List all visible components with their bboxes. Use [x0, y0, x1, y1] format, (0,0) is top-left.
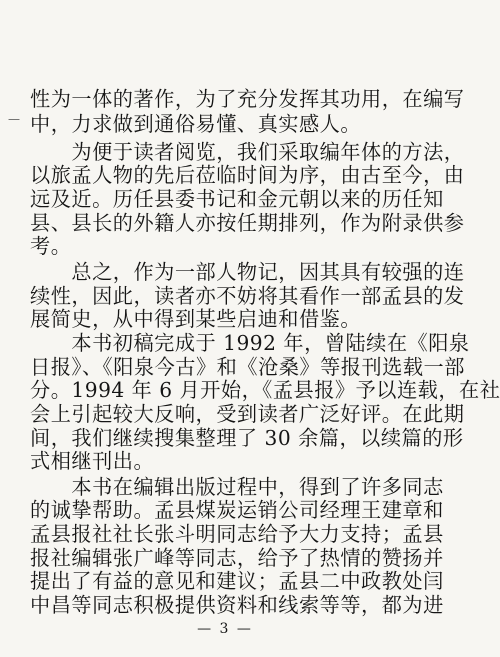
- text-line: 总之，作为一部人物记，因其具有较强的连: [30, 260, 465, 284]
- text-line: 本书在编辑出版过程中，得到了许多同志: [30, 475, 444, 499]
- text-line: 的诚挚帮助。孟县煤炭运销公司经理王建章和: [30, 498, 444, 522]
- text-line: 式相继刊出。: [30, 449, 155, 473]
- text-line: 本书初稿完成于 1992 年，曾陆续在《阳泉: [30, 331, 470, 355]
- text-line: 提出了有益的意见和建议；孟县二中政教处闫: [30, 569, 444, 593]
- text-line: 为便于读者阅览，我们采取编年体的方法，: [30, 140, 465, 164]
- text-line: 会上引起较大反响，受到读者广泛好评。在此期: [30, 402, 465, 426]
- text-line: 日报》、《阳泉今古》和《沧桑》等报刊选载一部: [30, 355, 465, 379]
- text-line: 中昌等同志积极提供资料和线索等等，都为进: [30, 593, 444, 617]
- margin-mark: —: [8, 112, 20, 126]
- text-line: 以旅孟人物的先后莅临时间为序，由古至今，由: [30, 163, 465, 187]
- text-line: 报社编辑张广峰等同志，给予了热情的赞扬并: [30, 546, 444, 570]
- text-line: 中，力求做到通俗易懂、真实感人。: [30, 112, 362, 136]
- text-line: 性为一体的著作，为了充分发挥其功用，在编写: [30, 87, 465, 111]
- text-line: 远及近。历任县委书记和金元朝以来的历任知: [30, 187, 444, 211]
- text-line: 间，我们继续搜集整理了 30 余篇，以续篇的形: [30, 426, 464, 450]
- page-number: — 3 —: [197, 621, 253, 637]
- text-line: 展简史，从中得到某些启迪和借鉴。: [30, 307, 362, 331]
- text-line: 孟县报社社长张斗明同志给予大力支持；孟县: [30, 522, 444, 546]
- text-line: 续性，因此，读者亦不妨将其看作一部孟县的发: [30, 284, 465, 308]
- text-line: 考。: [30, 234, 72, 258]
- text-line: 县、县长的外籍人亦按任期排列，作为附录供参: [30, 211, 465, 235]
- text-line: 分。1994 年 6 月开始，《孟县报》予以连载，在社: [30, 378, 500, 402]
